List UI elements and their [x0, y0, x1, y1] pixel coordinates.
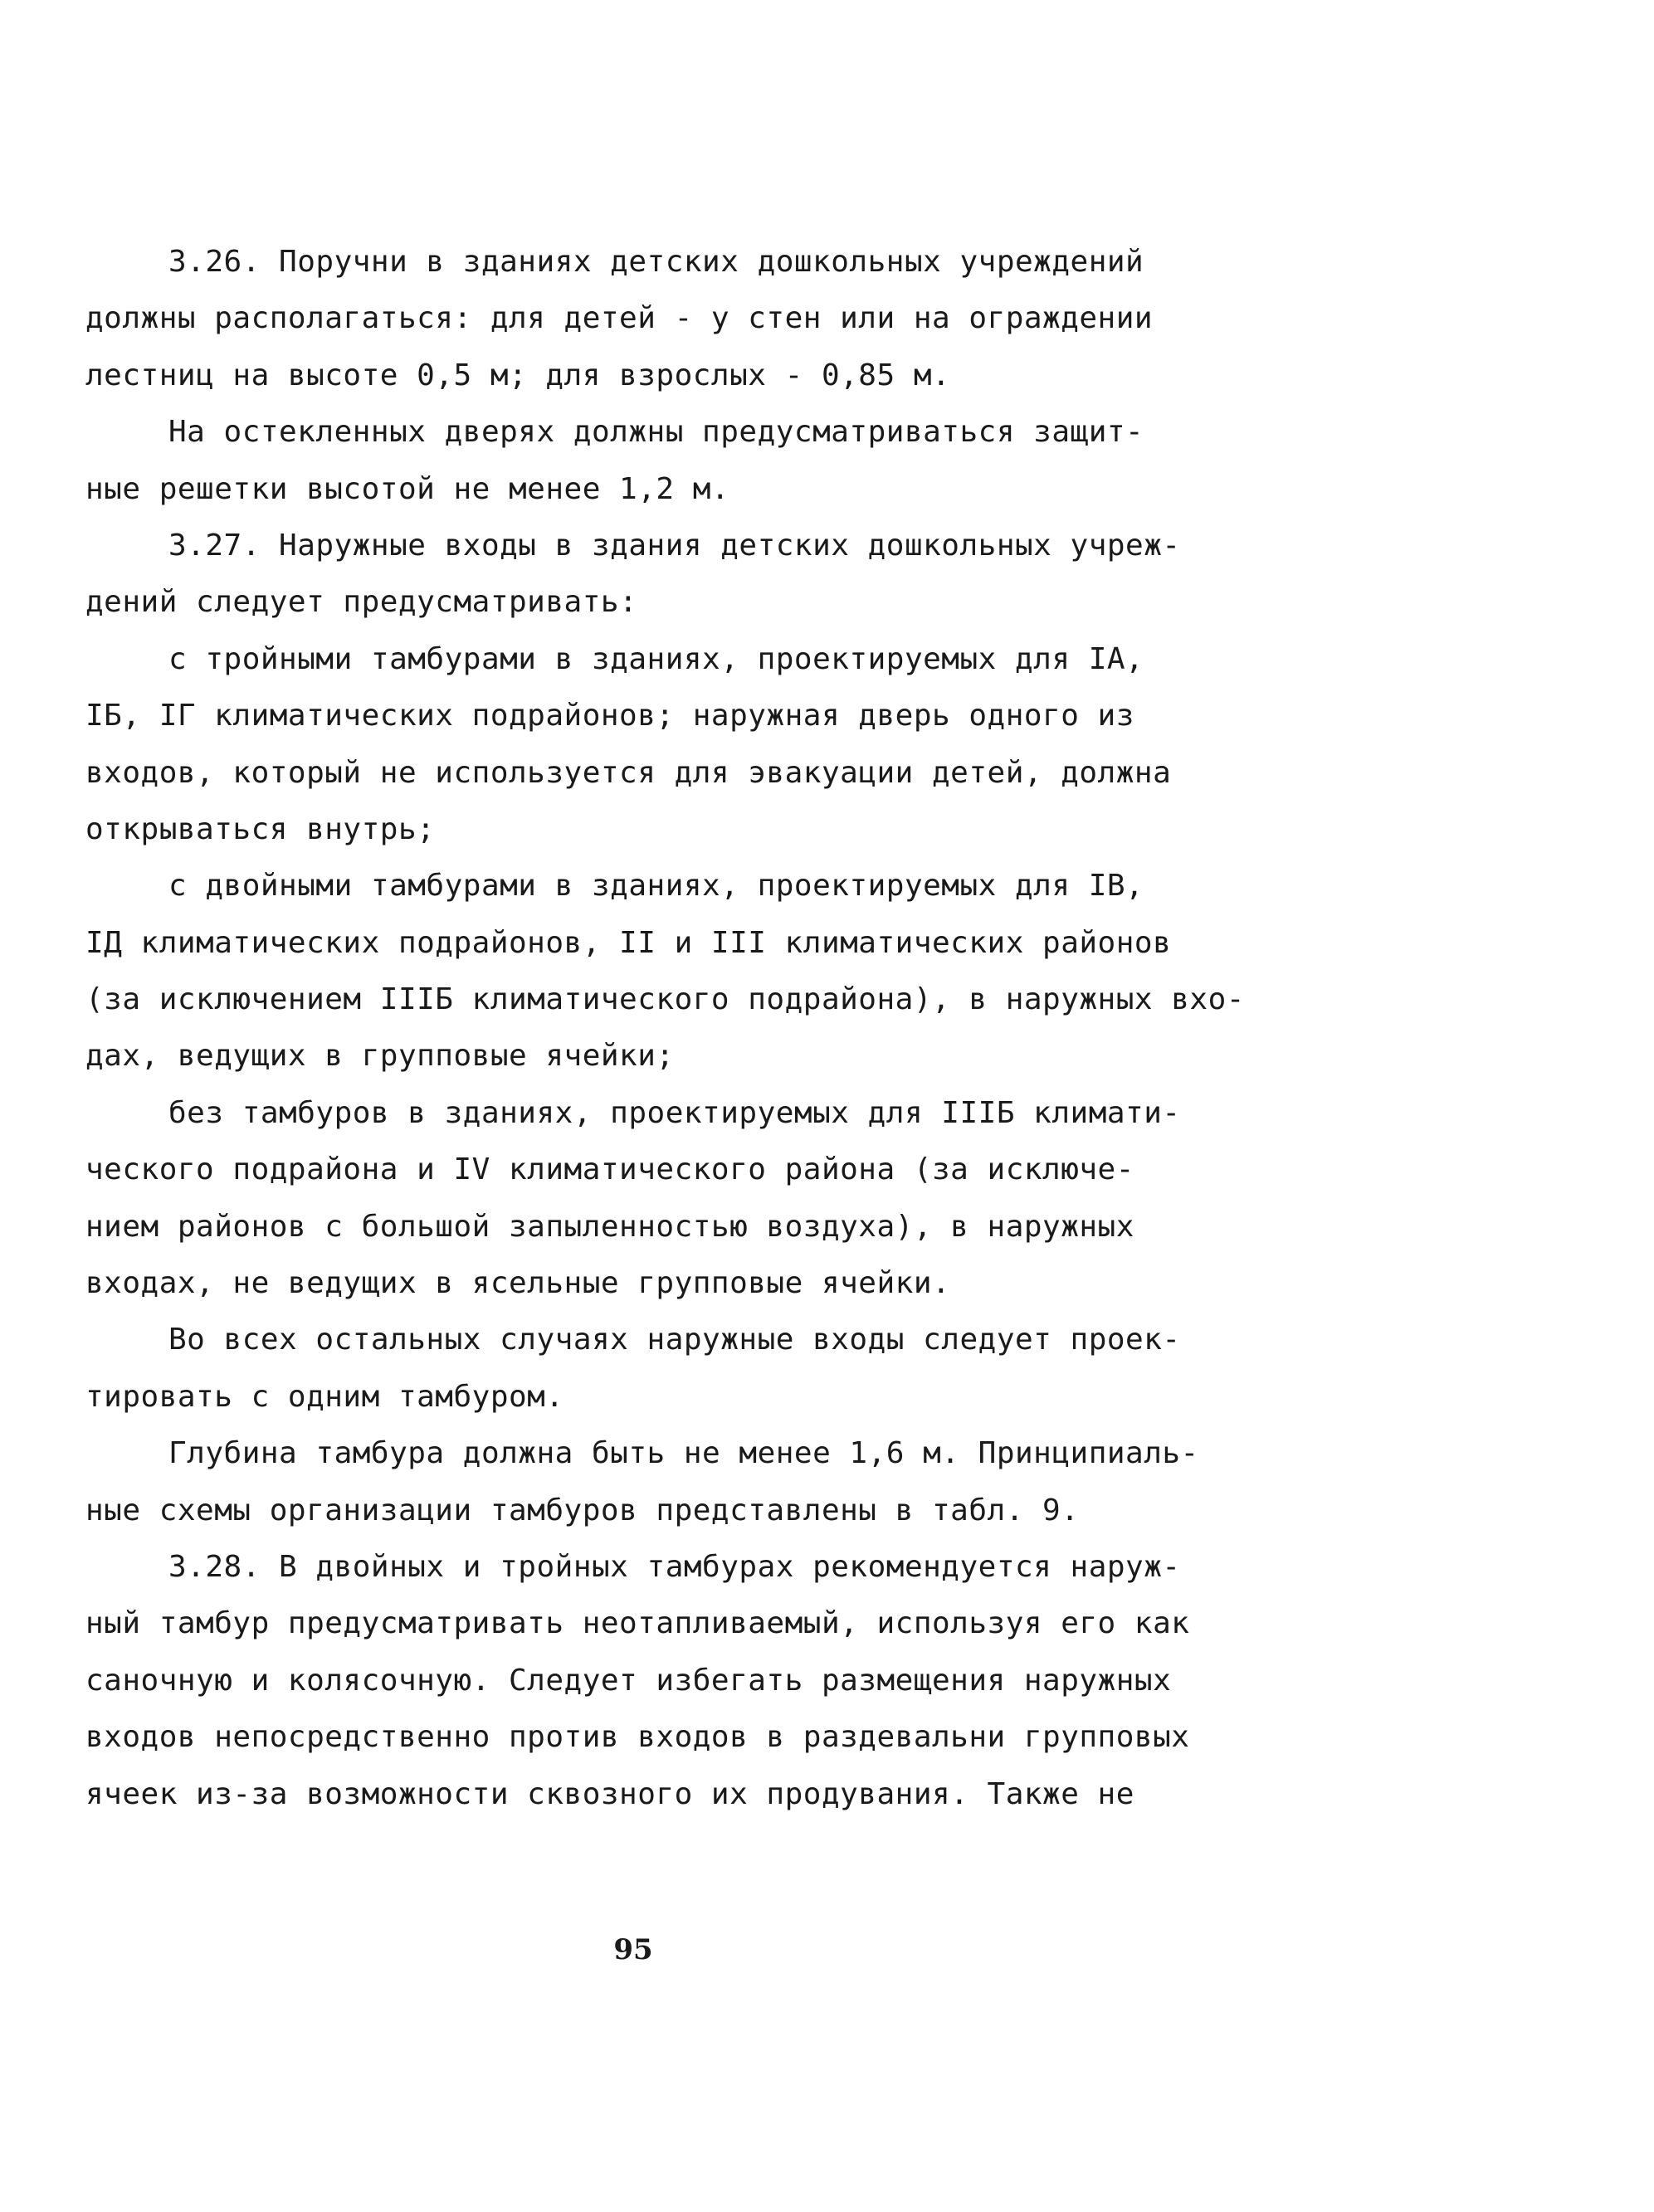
text-line: ные решетки высотой не менее 1,2 м.: [85, 471, 730, 506]
text-line: дах, ведущих в групповые ячейки;: [85, 1039, 675, 1074]
text-line: IД климатических подрайонов, II и III климатических районов: [85, 925, 1172, 960]
text-line: Глубина тамбура должна быть не менее 1,6 м. Принципиаль-: [168, 1436, 1199, 1471]
text-line: без тамбуров в зданиях, проектируемых для IIIБ климати-: [168, 1095, 1181, 1130]
body-text: [85, 234, 1245, 1823]
text-line: должны располагаться: для детей - у стен или на ограждении: [85, 301, 1154, 336]
text-line: нием районов с большой запыленностью воздуха), в наружных: [85, 1209, 1134, 1244]
text-line: (за исключением IIIБ климатического подрайона), в наружных вхо-: [85, 982, 1245, 1017]
text-line: IБ, IГ климатических подрайонов; наружная дверь одного из: [85, 699, 1134, 733]
text-line: ный тамбур предусматривать неотапливаемый, используя его как: [85, 1606, 1190, 1641]
text-line: ячеек из-за возможности сквозного их продувания. Также не: [85, 1776, 1134, 1811]
text-line: лестниц на высоте 0,5 м; для взрослых - 0,85 м.: [85, 358, 951, 392]
page-number: 95: [613, 1933, 653, 1966]
text-line: ческого подрайона и IV климатического района (за исключе-: [85, 1152, 1134, 1187]
text-line: 3.26. Поручни в зданиях детских дошкольных учреждений: [168, 245, 1144, 279]
text-line: На остекленных дверях должны предусматриваться защит-: [168, 415, 1144, 450]
text-line: входов, который не используется для эвакуации детей, должна: [85, 755, 1172, 790]
text-line: с тройными тамбурами в зданиях, проектируемых для IA,: [168, 641, 1144, 676]
text-line: входов непосредственно против входов в раздевальни групповых: [85, 1720, 1190, 1755]
text-line: открываться внутрь;: [85, 811, 436, 846]
text-line: дений следует предусматривать:: [85, 585, 638, 620]
text-line: саночную и колясочную. Следует избегать размещения наружных: [85, 1663, 1172, 1698]
text-line: ные схемы организации тамбуров представлены в табл. 9.: [85, 1493, 1080, 1527]
text-line: 3.27. Наружные входы в здания детских дошкольных учреж-: [168, 528, 1181, 563]
text-line: тировать с одним тамбуром.: [85, 1379, 564, 1414]
text-line: с двойными тамбурами в зданиях, проектируемых для IB,: [168, 869, 1144, 904]
text-line: 3.28. В двойных и тройных тамбурах рекомендуется наруж-: [168, 1549, 1181, 1584]
text-line: Во всех остальных случаях наружные входы следует проек-: [168, 1323, 1181, 1357]
text-line: входах, не ведущих в ясельные групповые ячейки.: [85, 1266, 951, 1301]
